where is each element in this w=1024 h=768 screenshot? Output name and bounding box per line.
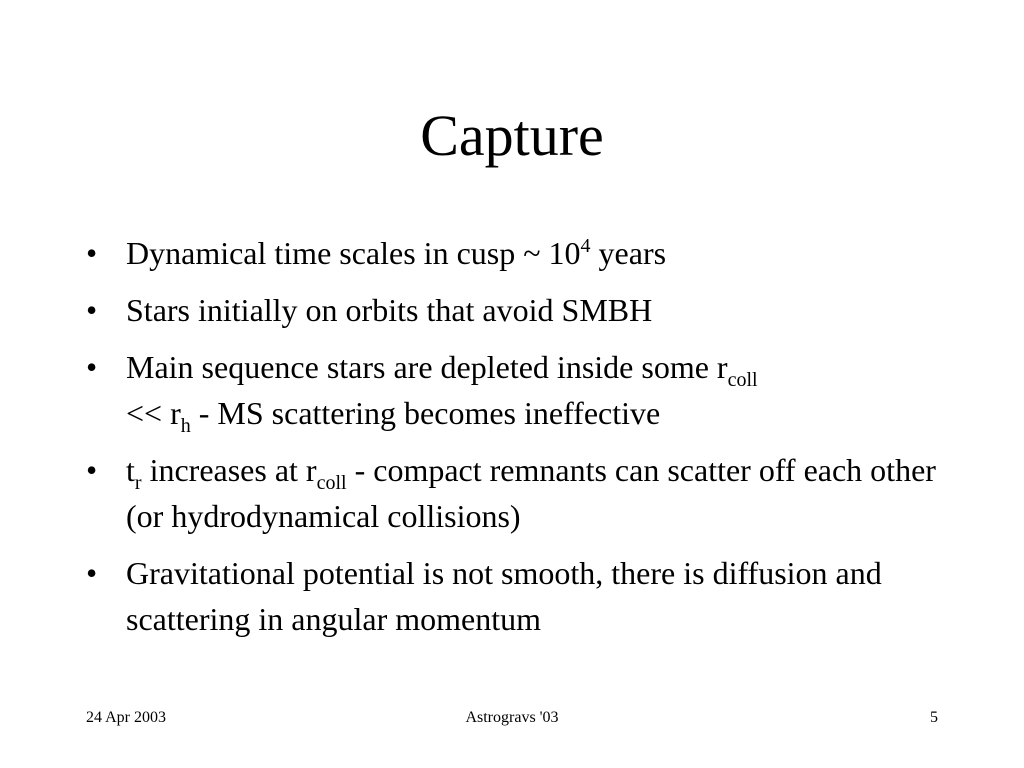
bullet-text: << r [126, 395, 181, 431]
bullet-item [86, 287, 946, 333]
bullet-text: Dynamical time scales in cusp ~ 10 [126, 235, 581, 271]
superscript: 4 [580, 235, 591, 257]
bullet-list [86, 230, 946, 653]
bullet-dot-icon: • [86, 452, 98, 488]
bullet-item [86, 344, 946, 436]
bullet-text: years [590, 235, 667, 271]
subscript: coll [727, 369, 758, 391]
bullet-dot-icon: • [86, 555, 98, 591]
bullet-dot-icon: • [86, 292, 98, 328]
bullet-item [86, 550, 946, 642]
footer-event: Astrogravs '03 [465, 709, 559, 726]
bullet-text: t [126, 452, 135, 488]
bullet-text: - MS scattering becomes ineffective [190, 395, 661, 431]
bullet-text: increases at r [141, 452, 317, 488]
bullet-item [86, 230, 946, 276]
slide-title: Capture [420, 103, 604, 168]
bullet-dot-icon: • [86, 349, 98, 385]
bullet-text: Stars initially on orbits that avoid SMBH [126, 292, 653, 328]
bullet-text: Gravitational potential is not smooth, there is diffusion and scattering in angular momentum [126, 555, 882, 637]
subscript: r [134, 472, 142, 494]
bullet-dot-icon: • [86, 235, 98, 271]
subscript: h [180, 415, 191, 437]
subscript: coll [316, 472, 347, 494]
bullet-item [86, 447, 946, 539]
footer-date: 24 Apr 2003 [86, 709, 166, 726]
bullet-text: Main sequence stars are depleted inside some r [126, 349, 728, 385]
footer-page-number: 5 [930, 709, 938, 726]
bullet-text: - compact remnants can scatter off each other (or hydrodynamical collisions) [126, 452, 936, 534]
